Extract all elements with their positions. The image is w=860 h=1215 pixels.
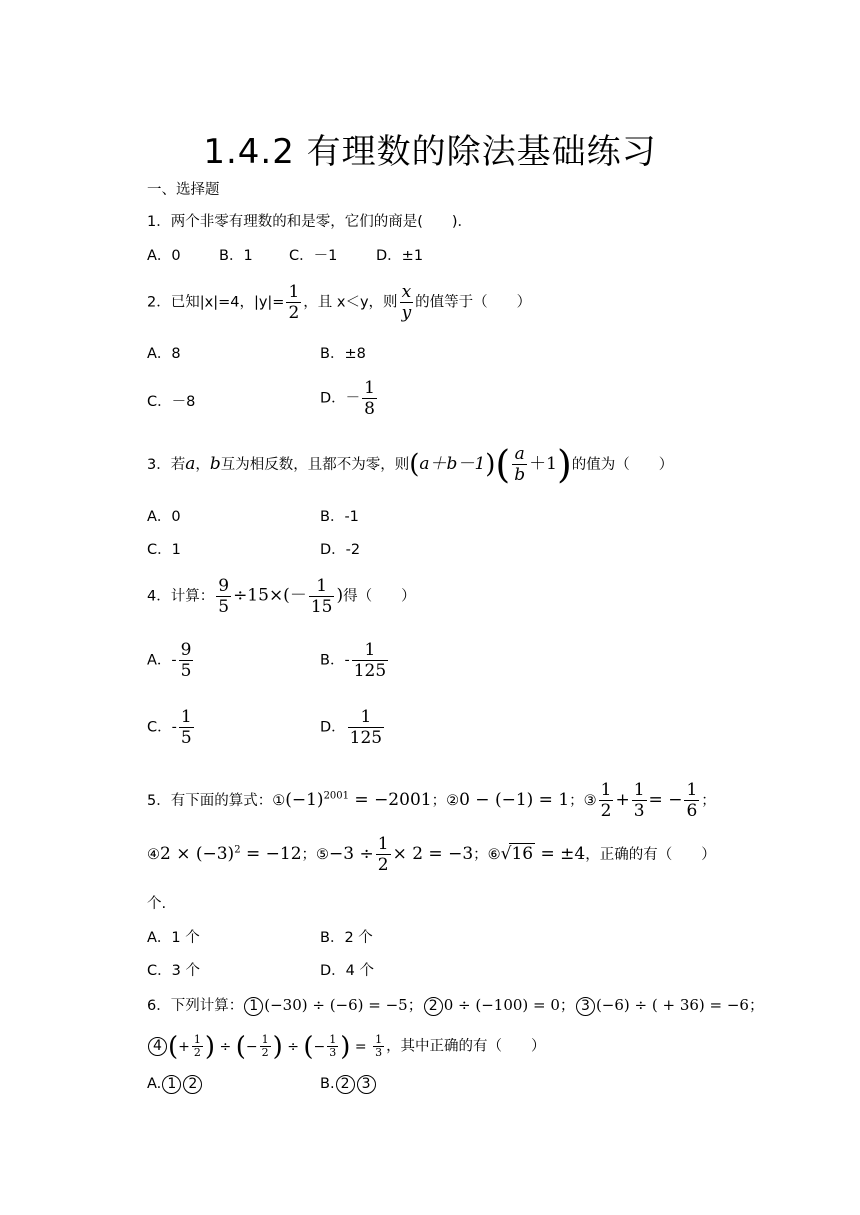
q5-e5-rest: × 2 = −3 (392, 844, 474, 864)
q6-div-2: ÷ (287, 1038, 299, 1055)
q4-option-b-label: B．- (320, 652, 350, 669)
q5-expr-1 (285, 790, 431, 810)
q6-option-b-circle-1: 2 (336, 1075, 355, 1094)
q5-e3-e: 1 (686, 780, 698, 800)
q5-end-1: ； (701, 793, 716, 809)
q3-suffix: 的值为（ ） (571, 457, 674, 473)
q6-p2-sign: − (245, 1038, 258, 1055)
q3-option-b: B．-1 (320, 509, 359, 525)
q2-y: y (401, 303, 412, 323)
q5-e4-exponent: 2 (234, 844, 241, 856)
q6-p3-den: 3 (329, 1046, 337, 1059)
q6-option-a-circle-1: 1 (162, 1075, 181, 1094)
q6-p3-sign: − (313, 1038, 326, 1055)
q5-suffix: ，正确的有（ ） (585, 847, 716, 863)
question-2-stem (147, 282, 531, 323)
q2-d-den: 8 (364, 399, 375, 419)
q2-xy-fraction (400, 282, 414, 323)
q5-option-a: A．1 个 (147, 930, 200, 946)
q5-e3-b: 2 (600, 801, 612, 821)
q6-circle-2: 2 (424, 997, 443, 1016)
q5-e4-base: 2 × (−3) (160, 844, 235, 864)
q4-fraction-1 (216, 576, 231, 617)
question-6-line-2 (147, 1031, 546, 1062)
q4-option-c (147, 707, 196, 748)
q5-e3-f: 6 (686, 801, 698, 821)
question-5-tail: 个. (147, 896, 167, 912)
q4-operator: ÷15×(－ (233, 585, 307, 606)
q5-expr-4 (160, 844, 302, 864)
q4-option-a-label: A．- (147, 652, 177, 669)
q6-result-den: 3 (375, 1046, 383, 1059)
q3-a: a (185, 454, 196, 474)
q5-e3-c: 1 (633, 780, 645, 800)
q1-option-c: C．－1 (289, 248, 338, 264)
q4-a-den: 5 (180, 661, 192, 681)
q6-option-a-circle-2: 2 (183, 1075, 202, 1094)
q4-option-b (320, 640, 390, 681)
q4-c-den: 5 (180, 728, 192, 748)
section-heading: 一、选择题 (147, 182, 220, 198)
q6-circle-3: 3 (576, 997, 595, 1016)
q4-option-c-fraction (179, 707, 194, 748)
q2-option-c: C．－8 (147, 394, 196, 410)
q5-e5-num: 1 (377, 834, 389, 854)
question-5-line-1 (147, 780, 716, 821)
question-1-stem: 1．两个非零有理数的和是零，它们的商是( )． (147, 214, 473, 230)
q5-expr-5 (329, 834, 474, 875)
q2-mid: ，且 x＜y，则 (303, 294, 398, 311)
q5-sep-5: ；⑥ (473, 847, 501, 863)
q4-option-d-fraction (348, 707, 384, 748)
q3-expr-left: a＋b－1 (419, 454, 486, 474)
q3-ab-fraction (512, 444, 527, 485)
q6-option-b-label: B. (320, 1076, 335, 1092)
q2-option-a: A．8 (147, 346, 181, 362)
q6-expr-2: 0 ÷ (−100) = 0； (443, 996, 575, 1014)
q6-suffix: ，其中正确的有（ ） (386, 1038, 546, 1055)
q3-expression: (a＋b－1)( $\frac{a}{b}$ ＋1) (409, 442, 572, 487)
q5-circle-4: ④ (147, 847, 160, 863)
q4-option-d-label: D． (320, 719, 346, 736)
q6-p1-sign: + (178, 1038, 190, 1055)
q4-option-c-label: C．- (147, 719, 177, 736)
q5-e3-d: 3 (633, 801, 645, 821)
q4-f1-num: 9 (218, 576, 230, 596)
q6-option-b-circle-2: 3 (357, 1075, 376, 1094)
q5-prefix: 5．有下面的算式：① (147, 793, 286, 809)
q6-p2-den: 2 (261, 1046, 269, 1059)
q4-c-num: 1 (180, 707, 192, 727)
q4-option-a (147, 640, 195, 681)
q4-b-den: 125 (353, 661, 387, 681)
q3-option-c: C．1 (147, 542, 181, 558)
q4-close: ) (336, 585, 344, 606)
q3-plus-one: ＋1 (529, 454, 557, 474)
q5-option-d: D．4 个 (320, 963, 374, 979)
q2-option-d-fraction (362, 378, 377, 419)
q2-option-d-label: D．－ (320, 390, 361, 407)
q5-sep-1: ；② (431, 793, 460, 809)
q3-option-a: A．0 (147, 509, 181, 525)
q6-equals: = (354, 1038, 367, 1055)
q2-x: x (401, 282, 412, 302)
q6-option-b (320, 1074, 377, 1094)
q5-e6-rest: = ±4 (535, 844, 586, 864)
q6-circle-4: 4 (148, 1037, 167, 1056)
q5-e1-rest: = −2001 (349, 790, 432, 810)
q4-d-num: 1 (360, 707, 372, 727)
q5-expr-3: $\frac{1}{2}$ + $\frac{1}{3}$ = − $\frac{1}{6}$ (600, 780, 698, 821)
q6-option-a (147, 1074, 203, 1094)
q3-mid: 互为相反数，且都不为零，则 (220, 457, 410, 473)
q2-prefix: 2．已知|x|=4，|y|= (147, 294, 285, 311)
q6-option-a-label: A. (147, 1076, 162, 1092)
q4-option-a-fraction (179, 640, 194, 681)
q3-b: b (209, 454, 221, 474)
q4-option-d (320, 707, 386, 748)
q6-prefix: 6．下列计算： (147, 998, 244, 1014)
q4-suffix: 得（ ） (343, 588, 416, 605)
question-4-stem (147, 576, 416, 617)
q2-half-fraction (286, 282, 301, 323)
q2-half-num: 1 (288, 282, 300, 302)
question-3-stem (147, 444, 673, 485)
q5-expr-2: 0 − (−1) = 1 (459, 790, 570, 810)
q6-expr-3: (−6) ÷ ( + 36) = −6； (595, 996, 764, 1014)
q5-e5-a: −3 ÷ (329, 844, 374, 864)
q3-frac-num: a (514, 444, 525, 464)
q3-frac-den: b (514, 465, 526, 485)
q6-p1-den: 2 (193, 1046, 201, 1059)
q1-option-a: A．0 (147, 248, 181, 264)
q6-div-1: ÷ (219, 1038, 232, 1055)
q4-f1-den: 5 (218, 597, 230, 617)
q5-e1-base: (−1) (285, 790, 324, 810)
q1-option-d: D．±1 (376, 248, 424, 264)
q2-option-b: B．±8 (320, 346, 366, 362)
q5-sep-4: ；⑤ (301, 847, 330, 863)
q5-e5-den: 2 (377, 855, 389, 875)
q6-p1-num: 1 (193, 1033, 201, 1046)
q4-option-b-fraction (352, 640, 388, 681)
q2-suffix: 的值等于（ ） (415, 294, 532, 311)
q4-d-den: 125 (349, 728, 383, 748)
q4-b-num: 1 (364, 640, 376, 660)
q6-expr-4: (+ $\frac{1}{2}$ ) ÷ (− $\frac{1}{2}$ ) ÷ (− $\frac{1}{3}$ ) = $\frac{1}{3}$ (168, 1031, 383, 1062)
q4-fraction-2 (309, 576, 335, 617)
q1-option-b: B．1 (219, 248, 253, 264)
q5-e1-exponent: 2001 (323, 790, 350, 802)
q4-f2-den: 15 (310, 597, 333, 617)
q2-option-d (320, 378, 379, 419)
q3-comma: ， (195, 457, 210, 473)
q4-prefix: 4．计算： (147, 588, 215, 605)
q2-d-num: 1 (364, 378, 375, 398)
q5-sep-2: ；③ (569, 793, 597, 809)
page-title: 1.4.2 有理数的除法基础练习 (203, 132, 657, 172)
q3-prefix: 3．若 (147, 457, 186, 473)
q2-half-den: 2 (288, 303, 300, 323)
q5-option-b: B．2 个 (320, 930, 373, 946)
q5-e6-root: 16 (511, 844, 534, 864)
q6-result-num: 1 (375, 1033, 383, 1046)
q5-e4-rest: = −12 (240, 844, 302, 864)
q4-f2-num: 1 (316, 576, 328, 596)
q5-e3-a: 1 (600, 780, 612, 800)
q6-p2-num: 1 (261, 1033, 269, 1046)
question-6-line-1 (147, 995, 764, 1016)
q4-a-num: 9 (180, 640, 192, 660)
q6-expr-1: (−30) ÷ (−6) = −5； (264, 996, 423, 1014)
q5-expr-6: √16 = ±4 (500, 844, 586, 864)
q3-option-d: D．-2 (320, 542, 361, 558)
question-5-line-2 (147, 834, 716, 875)
q6-circle-1: 1 (244, 997, 263, 1016)
q5-option-c: C．3 个 (147, 963, 200, 979)
q6-p3-num: 1 (329, 1033, 337, 1046)
